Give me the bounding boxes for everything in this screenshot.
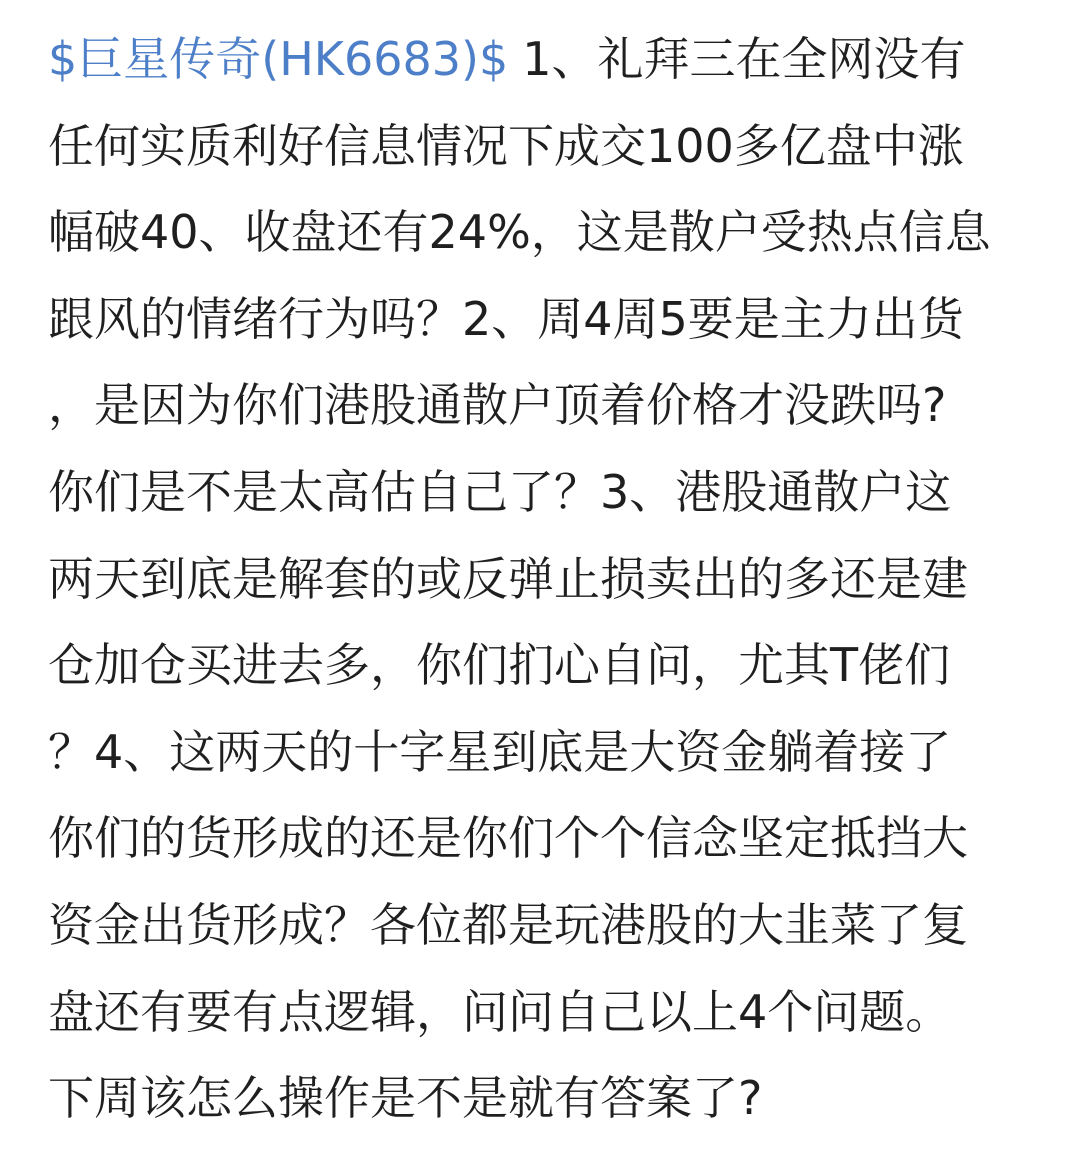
post-line-13: 下周该怎么操作是不是就有答案了? — [48, 1071, 763, 1126]
post-line-10: 你们的货形成的还是你们个个信念坚定抵挡大 — [48, 811, 968, 866]
post-line-7: 两天到底是解套的或反弹止损卖出的多还是建 — [48, 551, 968, 606]
post-line-9: ？4、这两天的十字星到底是大资金躺着接了 — [48, 724, 952, 779]
post-line-5: ，是因为你们港股通散户顶着价格才没跌吗? — [48, 378, 947, 433]
post-body — [48, 16, 1038, 1142]
post-line-8: 仓加仓买进去多，你们扪心自问，尤其T佬们 — [48, 638, 951, 693]
stock-tag-link[interactable]: $巨星传奇(HK6683)$ — [48, 32, 509, 86]
post-line-4: 跟风的情绪行为吗？2、周4周5要是主力出货 — [48, 291, 964, 346]
post-line-6: 你们是不是太高估自己了？3、港股通散户这 — [48, 464, 952, 519]
post-line-1 — [48, 16, 1038, 103]
post-line-3: 幅破40、收盘还有24%，这是散户受热点信息 — [48, 205, 991, 260]
post-line-11: 资金出货形成？各位都是玩港股的大韭菜了复 — [48, 897, 968, 952]
post-line-12: 盘还有要有点逻辑，问问自己以上4个问题。 — [48, 984, 952, 1039]
post-text: 1、礼拜三在全网没有 — [522, 32, 966, 86]
post-line-2: 任何实质利好信息情况下成交100多亿盘中涨 — [48, 118, 964, 173]
